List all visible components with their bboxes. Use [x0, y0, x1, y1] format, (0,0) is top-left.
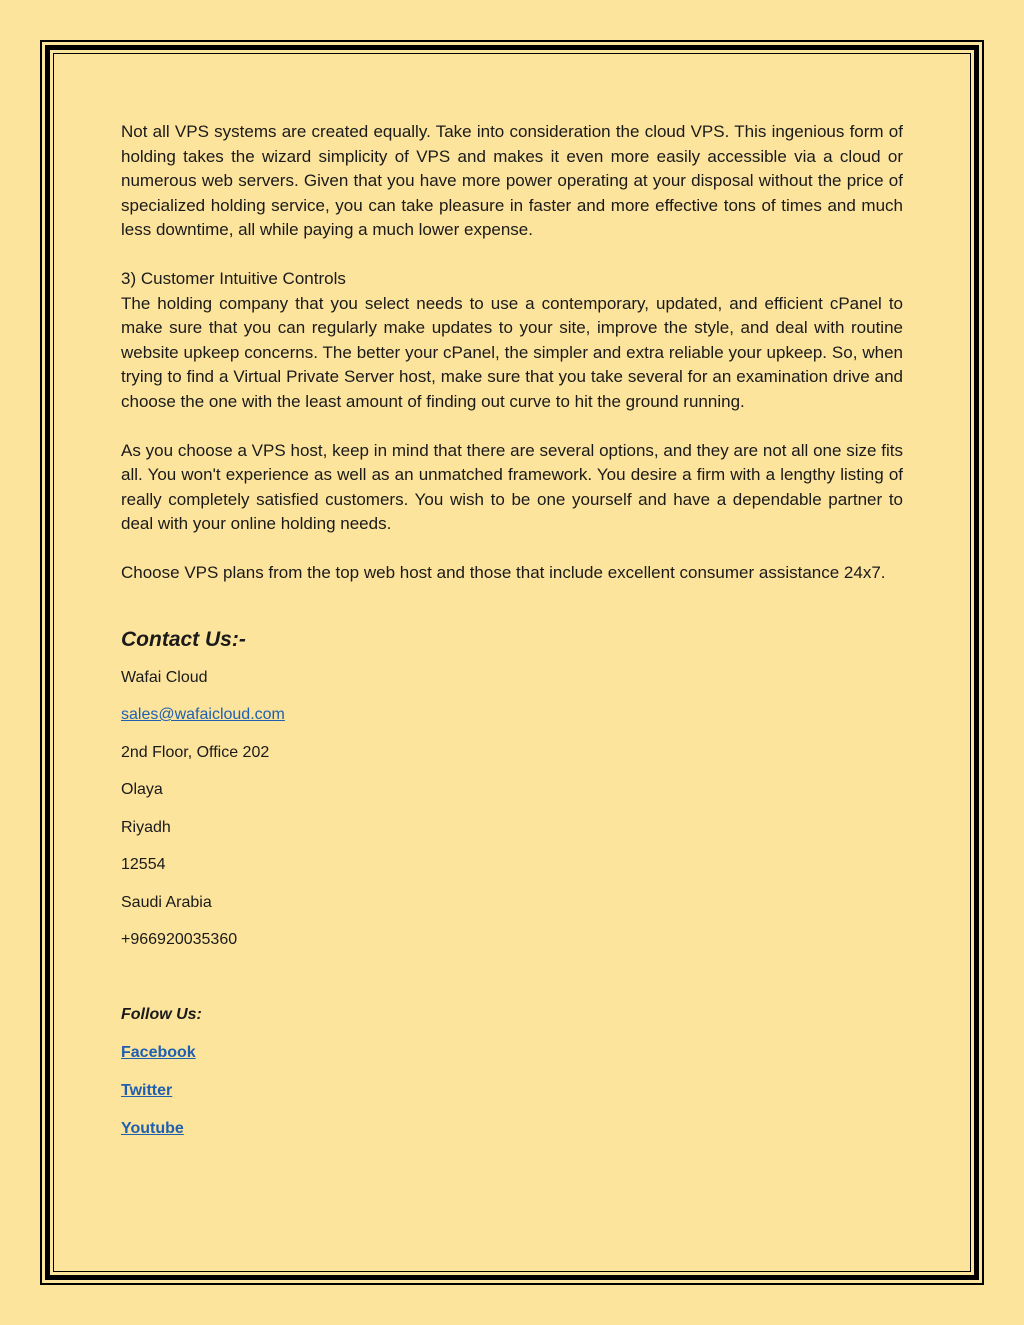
contact-postal-code: 12554	[121, 856, 166, 873]
contact-country: Saudi Arabia	[121, 893, 212, 911]
contact-phone: +966920035360	[121, 931, 238, 948]
facebook-link[interactable]: Facebook	[121, 1044, 196, 1061]
contact-district: Olaya	[121, 781, 163, 798]
section-heading-controls: 3) Customer Intuitive Controls	[121, 269, 346, 288]
twitter-link[interactable]: Twitter	[121, 1082, 173, 1099]
contact-address: 2nd Floor, Office 202	[121, 743, 270, 761]
contact-city: Riyadh	[121, 818, 171, 836]
paragraph-choose-host: As you choose a VPS host, keep in mind that there are several options, and they are not all one size fits all. You won't experience as well as an unmatched framework. You desire a firm with a lengthy listing of really completely satisfied customers. You wish to be one yourself and have a dependable partner to deal with your online holding needs.	[121, 440, 903, 533]
section-customer-controls	[121, 267, 903, 414]
paragraph-choose-plans: Choose VPS plans from the top web host and those that include excellent consumer assistance 24x7.	[121, 563, 886, 582]
paragraph-cloud-vps: Not all VPS systems are created equally. Take into consideration the cloud VPS. This ingenious form of holding takes the wizard simplicity of VPS and makes it even more easily accessible via a cloud or numerous web servers. Given that you have more power operating at your disposal without the price of specialized holding service, you can take pleasure in faster and more effective tons of times and much less downtime, all while paying a much lower expense.	[121, 122, 903, 239]
contact-company: Wafai Cloud	[121, 668, 208, 686]
paragraph-cpanel: The holding company that you select needs to use a contemporary, updated, and efficient cPanel to make sure that you can regularly make updates to your site, improve the style, and deal with routine website upkeep concerns. The better your cPanel, the simpler and extra reliable your upkeep. So, when trying to find a Virtual Private Server host, make sure that you take several for an examination drive and choose the one with the least amount of finding out curve to hit the ground running.	[121, 293, 903, 411]
youtube-link[interactable]: Youtube	[121, 1120, 184, 1137]
contact-heading: Contact Us:-	[121, 627, 246, 651]
follow-heading: Follow Us:	[121, 1006, 202, 1023]
contact-email-row	[121, 705, 903, 725]
document-body	[121, 120, 903, 1157]
contact-email-link[interactable]: sales@wafaicloud.com	[121, 706, 285, 723]
